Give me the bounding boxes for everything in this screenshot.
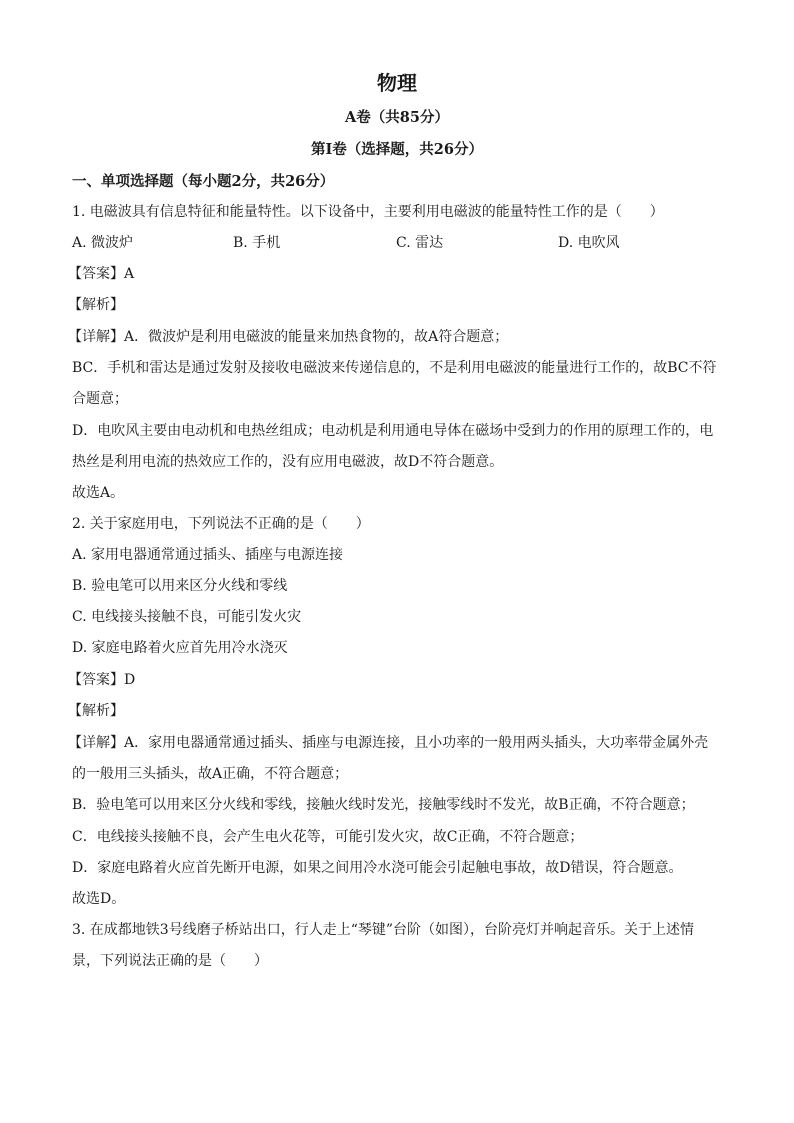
part-heading: 第I卷（选择题，共26分） xyxy=(311,141,483,158)
question-1-option-c: C. 雷达 xyxy=(396,235,444,251)
question-1-analysis-label: 【解析】 xyxy=(68,297,124,313)
question-2-stem: 2. 关于家庭用电，下列说法不正确的是（ ） xyxy=(72,516,370,532)
question-1-detail-line: 热丝是利用电流的热效应工作的，没有应用电磁波，故D不符合题意。 xyxy=(72,454,504,470)
question-3-stem-line: 景，下列说法正确的是（ ） xyxy=(72,953,268,969)
question-2-detail-line: 的一般用三头插头，故A正确，不符合题意； xyxy=(72,766,349,782)
question-1-option-b: B. 手机 xyxy=(233,235,281,251)
question-2-option-c: C. 电线接头接触不良，可能引发火灾 xyxy=(72,609,302,625)
question-2-analysis-label: 【解析】 xyxy=(68,703,124,719)
question-2-option-a: A. 家用电器通常通过插头、插座与电源连接 xyxy=(72,547,344,563)
question-1-conclusion: 故选A。 xyxy=(72,485,125,501)
question-2-detail-line: B．验电笔可以用来区分火线和零线，接触火线时发光，接触零线时不发光，故B正确，不符合题意； xyxy=(72,797,695,813)
question-2-detail-line: 【详解】A．家用电器通常通过插头、插座与电源连接，且小功率的一般用两头插头，大功率带金属外壳 xyxy=(68,735,709,751)
question-2-option-d: D. 家庭电路着火应首先用冷水浇灭 xyxy=(72,640,288,656)
question-1-detail-line: BC．手机和雷达是通过发射及接收电磁波来传递信息的，不是利用电磁波的能量进行工作的，故BC不符 xyxy=(72,360,717,376)
question-1-option-a: A. 微波炉 xyxy=(72,235,134,251)
question-2-detail-line: D．家庭电路着火应首先断开电源，如果之间用冷水浇可能会引起触电事故，故D错误，符合题意。 xyxy=(72,860,683,876)
question-1-detail-line: 【详解】A．微波炉是利用电磁波的能量来加热食物的，故A符合题意； xyxy=(68,329,509,345)
question-1-answer: 【答案】A xyxy=(68,266,135,282)
question-2-detail-line: C．电线接头接触不良，会产生电火花等，可能引发火灾，故C正确，不符合题意； xyxy=(72,829,584,845)
question-1-stem: 1. 电磁波具有信息特征和能量特性。以下设备中，主要利用电磁波的能量特性工作的是（ ） xyxy=(72,204,664,220)
question-2-option-b: B. 验电笔可以用来区分火线和零线 xyxy=(72,578,288,594)
section-heading: 一、单项选择题（每小题2分，共26分） xyxy=(72,173,335,190)
question-2-conclusion: 故选D。 xyxy=(72,891,126,907)
question-3-stem-line: 3. 在成都地铁3号线磨子桥站出口，行人走上“琴键”台阶（如图），台阶亮灯并响起音乐。关于上述情 xyxy=(72,922,695,938)
question-1-detail-line: 合题意； xyxy=(72,391,128,407)
page-title: 物理 xyxy=(377,71,417,95)
volume-heading: A卷（共85分） xyxy=(345,109,449,126)
question-1-option-d: D. 电吹风 xyxy=(558,235,620,251)
question-1-detail-line: D．电吹风主要由电动机和电热丝组成；电动机是利用通电导体在磁场中受到力的作用的原理工作的，电 xyxy=(72,423,714,439)
question-2-answer: 【答案】D xyxy=(68,672,136,688)
